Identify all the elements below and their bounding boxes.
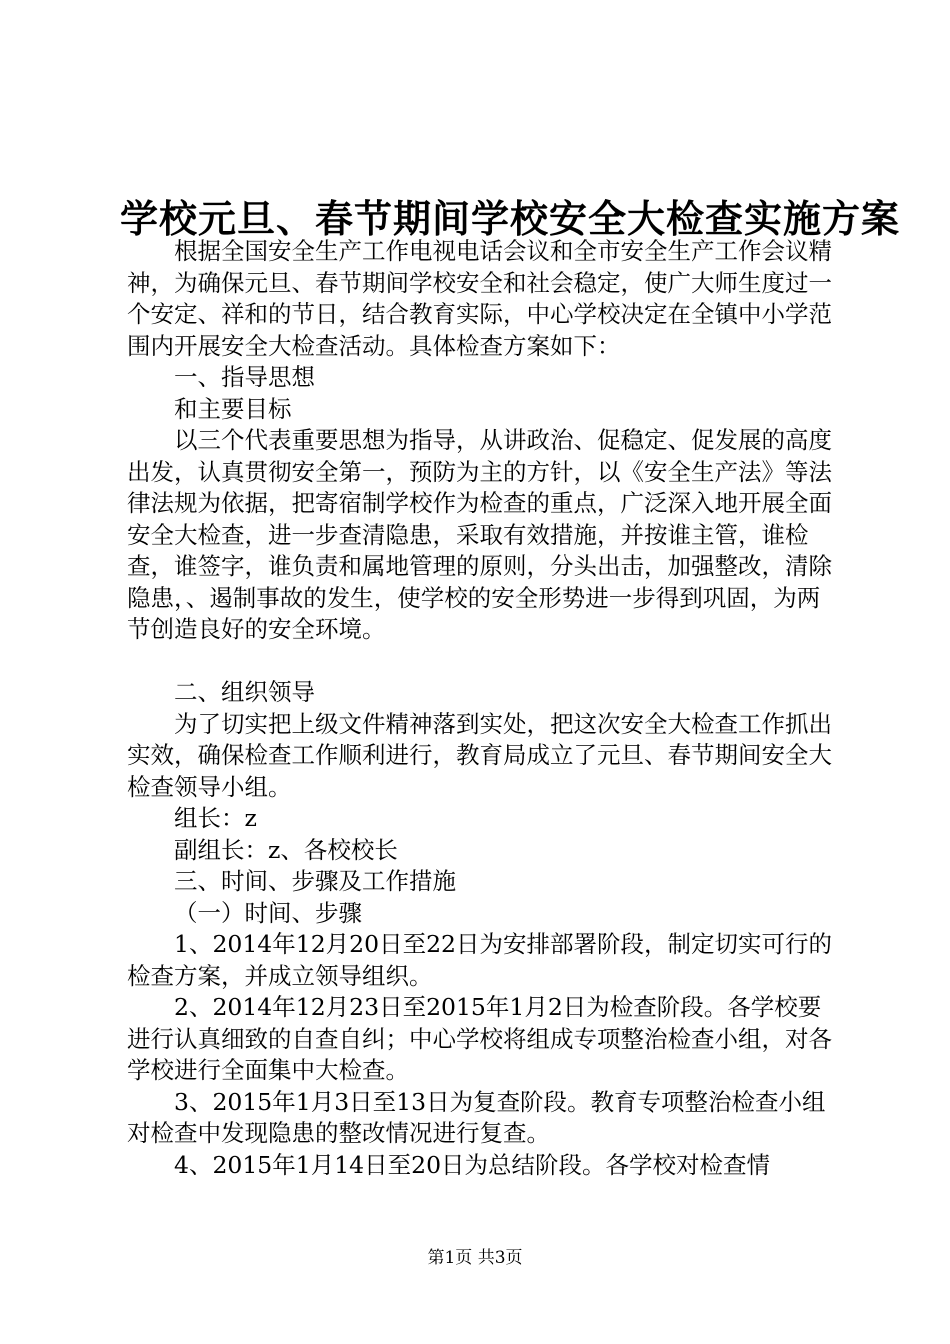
guiding-paragraph: 以三个代表重要思想为指导，从讲政治、促稳定、促发展的高度出发，认真贯彻安全第一，预防为主的方针，以《安全生产法》等法律法规为依据，把寄宿制学校作为检查的重点，广泛深入地开展全面安全大检查，进一步查清隐患，采取有效措施，并按谁主管，谁检查，谁签字，谁负责和属地管理的原则，分头出击，加强整改，清除隐患，、遏制事故的发生，使学校的安全形势进一步得到巩固，为两节创造良好的安全环境。 bbox=[127, 426, 832, 643]
section-heading-leadership: 二、组织领导 bbox=[174, 678, 315, 706]
document-body bbox=[127, 236, 839, 1181]
step-1-paragraph: 1、2014年12月20日至22日为安排部署阶段，制定切实可行的检查方案，并成立领导组织。 bbox=[127, 930, 832, 990]
step-4-paragraph: 4、2015年1月14日至20日为总结阶段。各学校对检查情 bbox=[174, 1150, 771, 1179]
leadership-paragraph: 为了切实把上级文件精神落到实处，把这次安全大检查工作抓出实效，确保检查工作顺利进行，教育局成立了元旦、春节期间安全大检查领导小组。 bbox=[127, 709, 832, 801]
document-title: 学校元旦、春节期间学校安全大检查实施方案 bbox=[120, 196, 901, 241]
deputy-leader-line: 副组长：z、各校校长 bbox=[174, 835, 398, 864]
subsection-heading-time-steps: （一）时间、步骤 bbox=[174, 898, 362, 927]
step-2-paragraph: 2、2014年12月23日至2015年1月2日为检查阶段。各学校要进行认真细致的自查自纠；中心学校将组成专项整治检查小组，对各学校进行全面集中大检查。 bbox=[127, 993, 832, 1084]
section-heading-guiding-thought: 一、指导思想 bbox=[174, 363, 315, 391]
section-heading-schedule: 三、时间、步骤及工作措施 bbox=[174, 867, 456, 895]
intro-paragraph: 根据全国安全生产工作电视电话会议和全市安全生产工作会议精神，为确保元旦、春节期间学校安全和社会稳定，使广大师生度过一个安定、祥和的节日，结合教育实际，中心学校决定在全镇中小学范围内开展安全大检查活动。具体检查方案如下： bbox=[127, 237, 832, 360]
group-leader-line: 组长：z bbox=[174, 804, 257, 832]
step-3-paragraph: 3、2015年1月3日至13日为复查阶段。教育专项整治检查小组对检查中发现隐患的整改情况进行复查。 bbox=[127, 1087, 826, 1147]
section-heading-main-goals: 和主要目标 bbox=[174, 394, 292, 423]
paragraph-spacer bbox=[127, 646, 839, 678]
page-footer: 第1页 共3页 bbox=[427, 1248, 523, 1268]
